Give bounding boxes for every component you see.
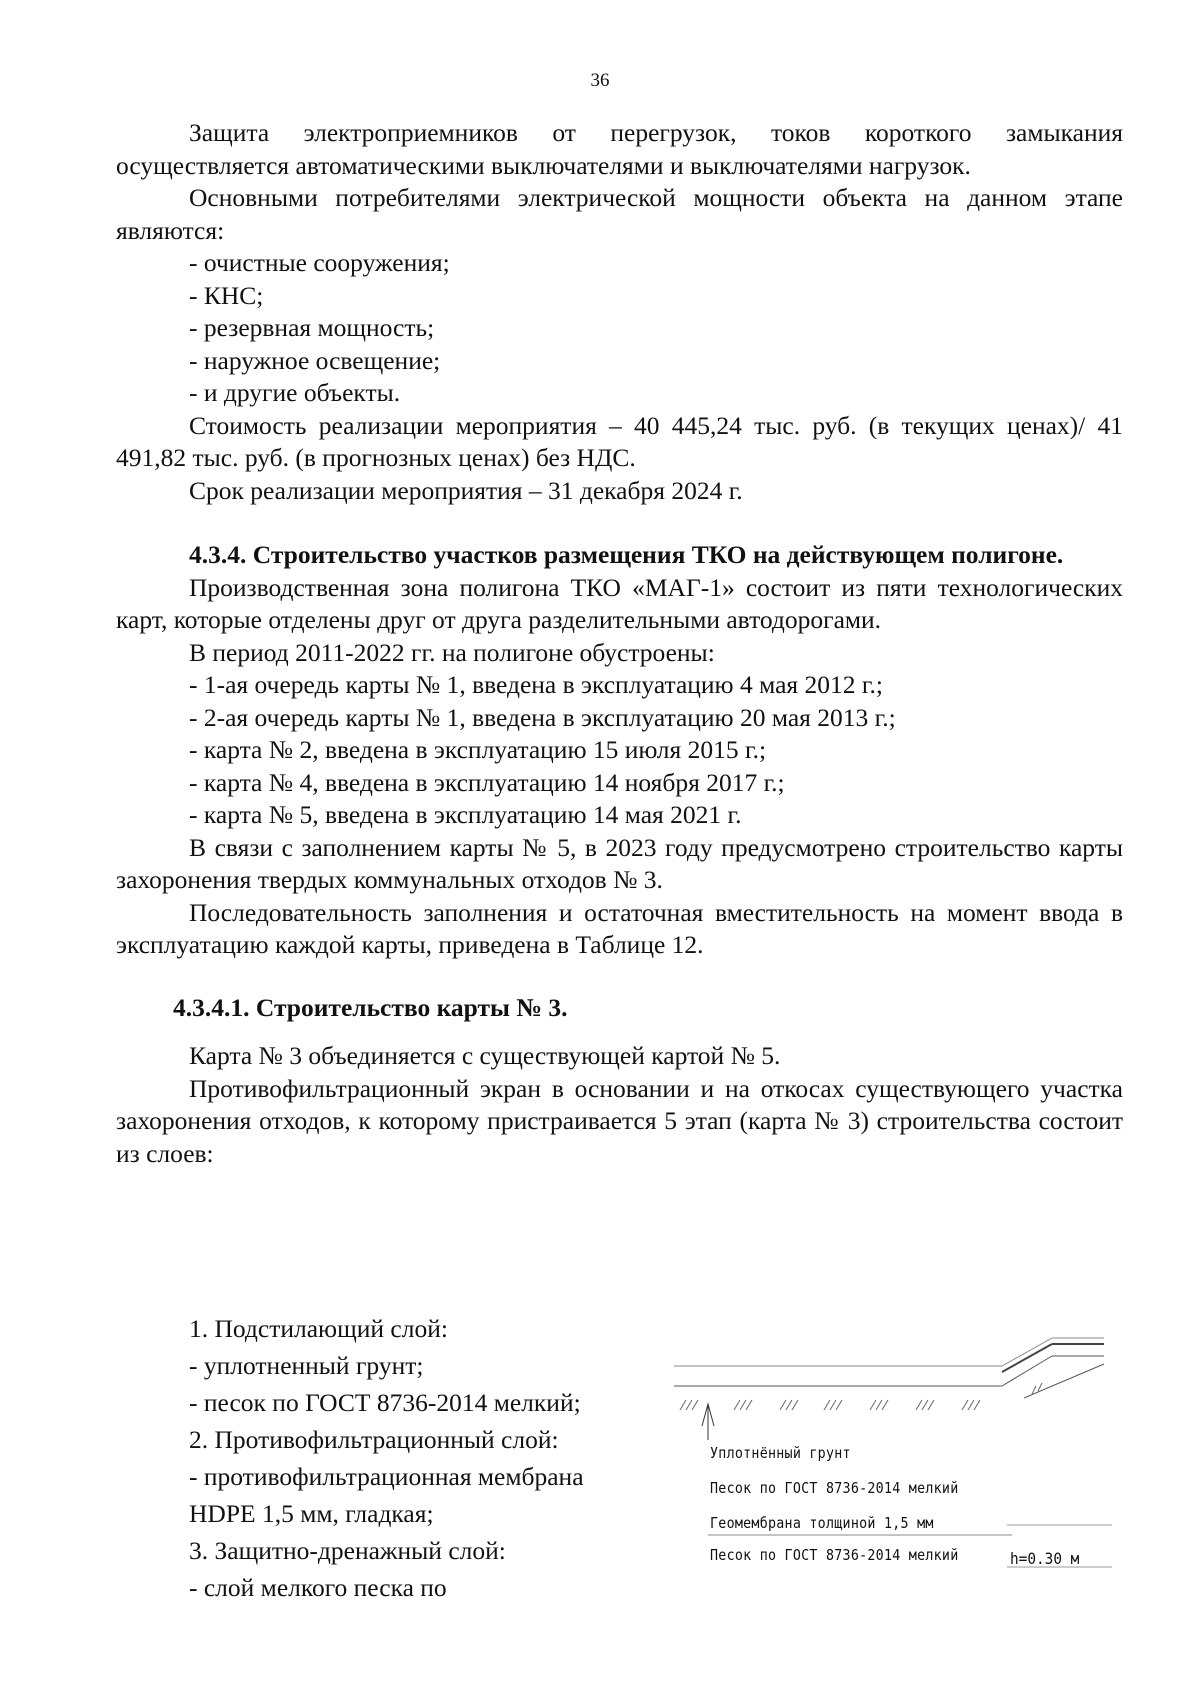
list-item: 3. Защитно-дренажный слой: <box>189 1536 506 1565</box>
list-item: 1. Подстилающий слой: <box>189 1314 448 1343</box>
paragraph: В связи с заполнением карты № 5, в 2023 году предусмотрено строительство карты захоронения твердых коммунальных отходов № 3. <box>116 832 1123 894</box>
list-item: - и другие объекты. <box>189 378 401 407</box>
list-item: - карта № 5, введена в эксплуатацию 14 мая 2021 г. <box>189 800 742 829</box>
list-item: - карта № 4, введена в эксплуатацию 14 ноября 2017 г.; <box>189 767 785 797</box>
list-item: - КНС; <box>189 280 264 310</box>
list-item: - уплотненный грунт; <box>189 1351 424 1380</box>
liner-section-diagram <box>672 1330 1112 1590</box>
section-heading: 4.3.4. Строительство участков размещения ТКО на действующем полигоне. <box>189 540 1064 569</box>
list-item: - 2-ая очередь карты № 1, введена в эксплуатацию 20 мая 2013 г.; <box>189 702 896 732</box>
subsection-heading: 4.3.4.1. Строительство карты № 3. <box>173 992 568 1022</box>
page-number: 36 <box>590 70 610 91</box>
list-item: - 1-ая очередь карты № 1, введена в эксплуатацию 4 мая 2012 г.; <box>189 670 883 699</box>
diagram-label: Уплотнённый грунт <box>710 1444 851 1462</box>
diagram-label: Геомембрана толщиной 1,5 мм <box>710 1514 934 1532</box>
paragraph: Защита электроприемников от перегрузок, токов короткого замыкания осуществляется автоматическими выключателями и выключателями нагрузок. <box>116 118 1123 180</box>
paragraph: Карта № 3 объединяется с существующей картой № 5. <box>189 1041 781 1070</box>
list-item: - слой мелкого песка по <box>189 1573 447 1602</box>
paragraph: Срок реализации мероприятия – 31 декабря 2024 г. <box>189 475 743 505</box>
diagram-label: Песок по ГОСТ 8736-2014 мелкий <box>710 1479 959 1497</box>
diagram-label: Песок по ГОСТ 8736-2014 мелкий <box>710 1546 959 1564</box>
paragraph: В период 2011-2022 гг. на полигоне обустроены: <box>189 637 715 667</box>
document-body <box>116 117 1123 1170</box>
paragraph: Противофильтрационный экран в основании и на откосах существующего участка захоронения отходов, к которому пристраивается 5 этап (карта № 3) строительства состоит из слоев: <box>116 1073 1123 1168</box>
list-item: - очистные сооружения; <box>189 248 450 277</box>
list-item: - песок по ГОСТ 8736-2014 мелкий; <box>189 1388 581 1417</box>
layer-list <box>116 1310 656 1606</box>
paragraph: Производственная зона полигона ТКО «МАГ-1» состоит из пяти технологических карт, которые отделены друг от друга разделительными автодорогами. <box>116 572 1123 634</box>
list-item: - наружное освещение; <box>189 345 441 375</box>
list-item: - резервная мощность; <box>189 313 435 342</box>
list-item: 2. Противофильтрационный слой: <box>189 1425 559 1454</box>
layer-thickness-label: h=0.30 м <box>1010 1549 1080 1568</box>
paragraph: Основными потребителями электрической мощности объекта на данном этапе являются: <box>116 183 1123 245</box>
list-item: - карта № 2, введена в эксплуатацию 15 июля 2015 г.; <box>189 735 767 764</box>
paragraph: Стоимость реализации мероприятия – 40 445,24 тыс. руб. (в текущих ценах)/ 41 491,82 тыс. руб. (в прогнозных ценах) без НДС. <box>116 410 1123 472</box>
paragraph: Последовательность заполнения и остаточная вместительность на момент ввода в эксплуатацию каждой карты, приведена в Таблице 12. <box>116 897 1123 959</box>
list-item: - противофильтрационная мембрана HDPE 1,5 мм, гладкая; <box>189 1462 584 1528</box>
